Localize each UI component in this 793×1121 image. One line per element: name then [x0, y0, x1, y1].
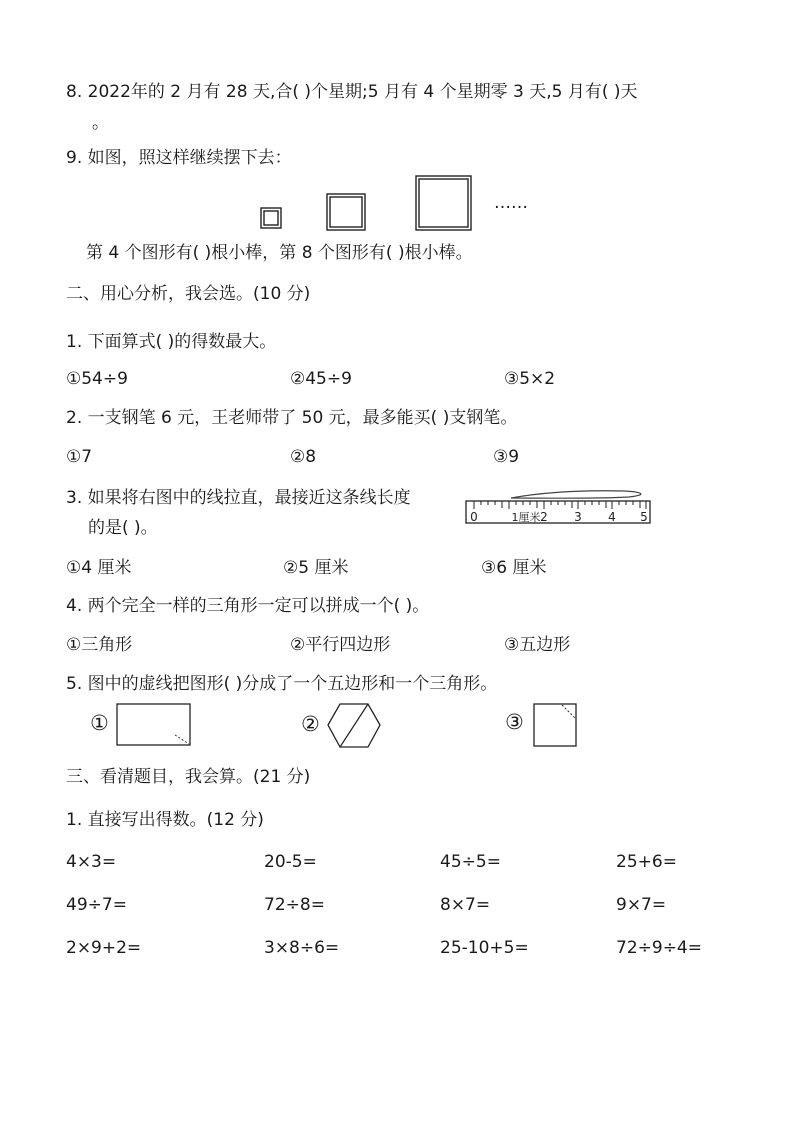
s2-q2-text: 2. 一支钢笔 6 元，王老师带了 50 元，最多能买( )支钢笔。 — [66, 408, 518, 428]
s2-q1-option-1: ①54÷9 — [66, 369, 128, 389]
s3-q1-title: 1. 直接写出得数。(12 分) — [66, 810, 264, 830]
calc-r2-c3: 8×7= — [440, 895, 491, 915]
calc-r2-c1: 49÷7= — [66, 895, 127, 915]
s2-q3-option-1: ①4 厘米 — [66, 558, 132, 578]
calc-r1-c4: 25+6= — [616, 852, 677, 872]
s2-q2-option-1: ①7 — [66, 447, 93, 467]
s2-q5-text: 5. 图中的虚线把图形( )分成了一个五边形和一个三角形。 — [66, 674, 498, 694]
q9-title: 9. 如图，照这样继续摆下去： — [66, 148, 292, 168]
calc-r1-c1: 4×3= — [66, 852, 117, 872]
s2-q3-text-line1: 3. 如果将右图中的线拉直，最接近这条线长度 — [66, 488, 411, 508]
calc-r2-c2: 72÷8= — [264, 895, 325, 915]
s2-q1-text: 1. 下面算式( )的得数最大。 — [66, 332, 277, 352]
ruler-label-5: 5 — [640, 510, 648, 524]
q8-line1: 8. 2022年的 2 月有 28 天,合( )个星期;5 月有 4 个星期零 3 天,5 月有( )天 — [66, 82, 638, 102]
s2-q2-option-3: ③9 — [493, 447, 520, 467]
square-3 — [416, 176, 471, 230]
s2-q5-option-1: ① — [90, 711, 109, 735]
s2-q5-option-3: ③ — [505, 710, 524, 734]
square-2 — [327, 194, 365, 230]
calc-r1-c2: 20-5= — [264, 852, 317, 872]
s2-q4-option-2: ②平行四边形 — [290, 635, 391, 655]
dashed-corner-cut — [562, 705, 575, 718]
s2-q4-option-1: ①三角形 — [66, 635, 133, 655]
s2-q1-option-2: ②45÷9 — [290, 369, 352, 389]
s2-q4-option-3: ③五边形 — [504, 635, 571, 655]
diagonal-line — [340, 704, 368, 747]
section2-heading: 二、用心分析，我会选。(10 分) — [66, 284, 311, 304]
calc-r3-c4: 72÷9÷4= — [616, 938, 702, 958]
s2-q3-option-2: ②5 厘米 — [283, 558, 349, 578]
q9-dots: …… — [494, 193, 528, 213]
ruler-label-0: 0 — [470, 510, 478, 524]
ruler-label-1: 1厘米 — [511, 511, 541, 524]
calc-r3-c2: 3×8÷6= — [264, 938, 340, 958]
ruler-figure — [464, 484, 654, 528]
ruler-label-4: 4 — [608, 510, 616, 524]
ruler-label-3: 3 — [574, 510, 582, 524]
rectangle-figure — [115, 702, 195, 748]
s2-q4-text: 4. 两个完全一样的三角形一定可以拼成一个( )。 — [66, 596, 430, 616]
q8-line2: 。 — [92, 113, 109, 133]
square-figure — [531, 702, 579, 748]
calc-r2-c4: 9×7= — [616, 895, 667, 915]
hexagon-figure — [326, 702, 382, 750]
dashed-corner-cut — [175, 735, 189, 744]
calc-r1-c3: 45÷5= — [440, 852, 501, 872]
s2-q2-option-2: ②8 — [290, 447, 317, 467]
section3-heading: 三、看清题目，我会算。(21 分) — [66, 767, 311, 787]
ruler-label-2: 2 — [540, 510, 548, 524]
calc-r3-c1: 2×9+2= — [66, 938, 142, 958]
s2-q1-option-3: ③5×2 — [504, 369, 556, 389]
calc-r3-c3: 25-10+5= — [440, 938, 529, 958]
s2-q5-option-2: ② — [301, 712, 320, 736]
q9-question: 第 4 个图形有( )根小棒，第 8 个图形有( )根小棒。 — [86, 243, 473, 263]
s2-q3-text-line2: 的是( )。 — [88, 518, 158, 538]
s2-q3-option-3: ③6 厘米 — [481, 558, 547, 578]
curved-line — [511, 491, 641, 498]
